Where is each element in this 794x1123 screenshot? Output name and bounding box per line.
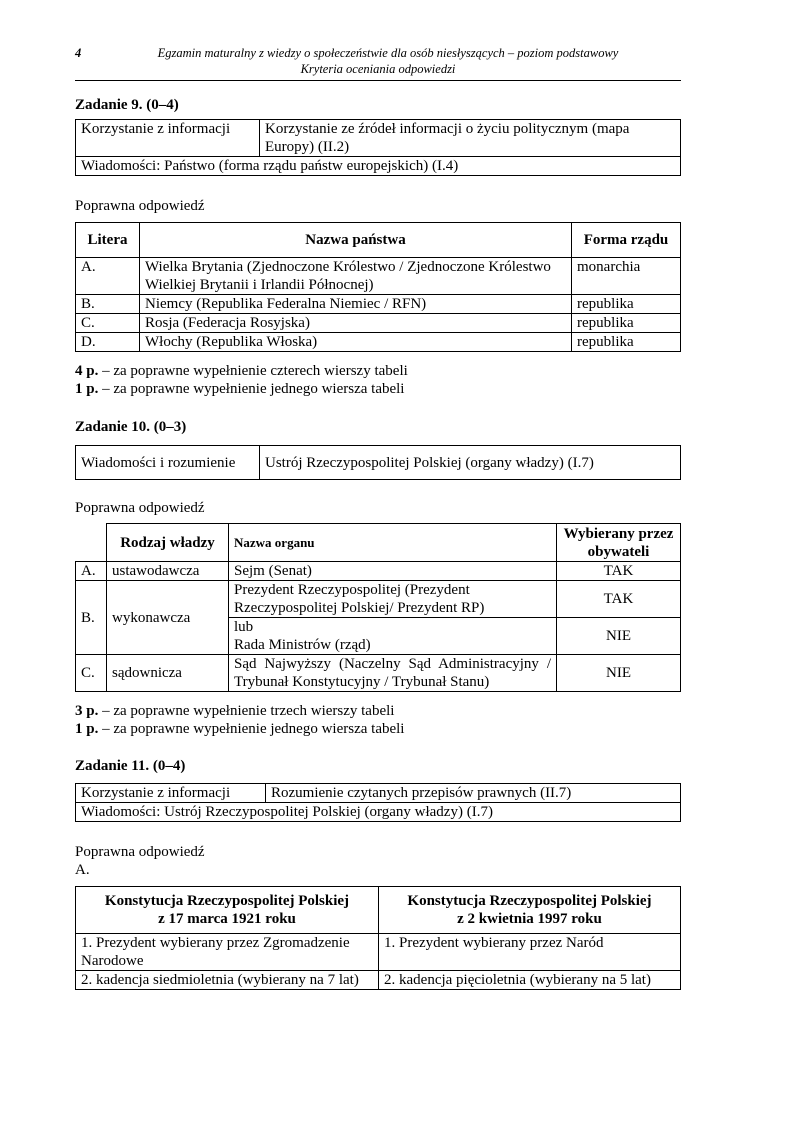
col-header-constitution-1997 <box>379 887 681 934</box>
row-organ: Sejm (Senat) <box>229 562 557 581</box>
task-9-skill: Korzystanie z informacji <box>76 120 260 157</box>
cell-1997: 1. Prezydent wybierany przez Naród <box>379 934 681 971</box>
task-10-skill-desc: Ustrój Rzeczypospolitej Polskiej (organy władzy) (I.7) <box>260 446 681 480</box>
row-elected: TAK <box>557 581 681 618</box>
task-9-knowledge: Wiadomości: Państwo (forma rządu państw europejskich) (I.4) <box>76 157 681 176</box>
task-9-scoring-1 <box>75 380 681 398</box>
row-letter: B. <box>76 295 140 314</box>
scoring-text: – za poprawne wypełnienie jednego wiersza tabeli <box>98 381 405 397</box>
row-letter: D. <box>76 333 140 352</box>
task-11-sub-label: A. <box>75 862 90 878</box>
task-10-scoring-3 <box>75 702 681 720</box>
row-letter: C. <box>76 314 140 333</box>
document-page <box>75 44 681 990</box>
header-line: Konstytucja Rzeczypospolitej Polskiej <box>407 893 652 909</box>
task-9-info-table <box>75 119 681 176</box>
task-11-answer-label: Poprawna odpowiedź <box>75 844 205 860</box>
row-country: Wielka Brytania (Zjednoczone Królestwo / Zjednoczone Królestwo Wielkiej Brytanii i Irlandii Północnej) <box>140 258 572 295</box>
row-letter: B. <box>76 581 107 655</box>
col-header-wybierany: Wybierany przez obywateli <box>557 524 681 562</box>
row-government-form: republika <box>572 295 681 314</box>
task-11-info-table <box>75 783 681 822</box>
table-row <box>76 314 681 333</box>
header-subtitle: Kryteria oceniania odpowiedzi <box>300 62 456 76</box>
page-number: 4 <box>75 46 82 60</box>
row-branch: ustawodawcza <box>107 562 229 581</box>
task-10-title: Zadanie 10. (0–3) <box>75 419 187 435</box>
task-11-answer-table <box>75 886 681 990</box>
header-exam-title: Egzamin maturalny z wiedzy o społeczeństwie dla osób niesłyszących – poziom podstawowy <box>157 46 619 60</box>
row-government-form: republika <box>572 314 681 333</box>
points: 1 p. <box>75 381 99 397</box>
row-elected: TAK <box>557 562 681 581</box>
task-10-answer-table <box>75 523 681 692</box>
task-9-skill-desc: Korzystanie ze źródeł informacji o życiu politycznym (mapa Europy) (II.2) <box>260 120 681 157</box>
row-organ <box>229 618 557 655</box>
row-elected: NIE <box>557 655 681 692</box>
col-header-nazwa-organu: Nazwa organu <box>229 524 557 562</box>
row-government-form: republika <box>572 333 681 352</box>
task-11-title: Zadanie 11. (0–4) <box>75 758 186 774</box>
task-10-scoring-1 <box>75 720 681 738</box>
row-country: Rosja (Federacja Rosyjska) <box>140 314 572 333</box>
row-letter: A. <box>76 562 107 581</box>
task-11-skill-desc: Rozumienie czytanych przepisów prawnych (II.7) <box>266 784 681 803</box>
row-branch: wykonawcza <box>107 581 229 655</box>
table-row <box>76 562 681 581</box>
task-11-skill: Korzystanie z informacji <box>76 784 266 803</box>
table-row <box>76 581 681 618</box>
cell-1921: 1. Prezydent wybierany przez Zgromadzenie Narodowe <box>76 934 379 971</box>
points: 3 p. <box>75 703 99 719</box>
task-10-answer-label: Poprawna odpowiedź <box>75 500 205 516</box>
task-9-answer-table <box>75 222 681 352</box>
row-letter: A. <box>76 258 140 295</box>
row-elected: NIE <box>557 618 681 655</box>
task-9-scoring-4 <box>75 362 681 380</box>
cell-1997: 2. kadencja pięcioletnia (wybierany na 5 lat) <box>379 971 681 990</box>
table-row <box>76 333 681 352</box>
task-11-knowledge: Wiadomości: Ustrój Rzeczypospolitej Polskiej (organy władzy) (I.7) <box>76 803 681 822</box>
col-header-rodzaj-wladzy: Rodzaj władzy <box>107 524 229 562</box>
col-header-litera: Litera <box>76 223 140 258</box>
scoring-text: – za poprawne wypełnienie czterech wierszy tabeli <box>98 363 408 379</box>
points: 4 p. <box>75 363 99 379</box>
row-organ: Prezydent Rzeczypospolitej (Prezydent Rzeczypospolitej Polskiej/ Prezydent RP) <box>229 581 557 618</box>
empty-corner-cell <box>76 524 107 562</box>
table-row <box>76 971 681 990</box>
or-text: lub <box>234 619 254 635</box>
header-line: z 17 marca 1921 roku <box>158 911 296 927</box>
table-row <box>76 258 681 295</box>
row-letter: C. <box>76 655 107 692</box>
cell-1921: 2. kadencja siedmioletnia (wybierany na 7 lat) <box>76 971 379 990</box>
points: 1 p. <box>75 721 99 737</box>
table-row <box>76 295 681 314</box>
task-10-skill: Wiadomości i rozumienie <box>76 446 260 480</box>
col-header-nazwa-panstwa: Nazwa państwa <box>140 223 572 258</box>
table-row <box>76 934 681 971</box>
row-branch: sądownicza <box>107 655 229 692</box>
row-government-form: monarchia <box>572 258 681 295</box>
col-header-forma-rzadu: Forma rządu <box>572 223 681 258</box>
row-country: Włochy (Republika Włoska) <box>140 333 572 352</box>
task-10-info-table <box>75 445 681 480</box>
col-header-constitution-1921 <box>76 887 379 934</box>
scoring-text: – za poprawne wypełnienie trzech wierszy tabeli <box>98 703 395 719</box>
row-country: Niemcy (Republika Federalna Niemiec / RFN) <box>140 295 572 314</box>
row-organ: Sąd Najwyższy (Naczelny Sąd Administracyjny / Trybunał Konstytucyjny / Trybunał Stanu) <box>229 655 557 692</box>
page-header <box>75 44 681 81</box>
task-9-answer-label: Poprawna odpowiedź <box>75 198 205 214</box>
header-line: Konstytucja Rzeczypospolitej Polskiej <box>104 893 350 909</box>
task-9-title: Zadanie 9. (0–4) <box>75 97 179 113</box>
table-row <box>76 655 681 692</box>
organ-name: Rada Ministrów (rząd) <box>234 637 371 653</box>
header-line: z 2 kwietnia 1997 roku <box>457 911 602 927</box>
scoring-text: – za poprawne wypełnienie jednego wiersza tabeli <box>98 721 405 737</box>
